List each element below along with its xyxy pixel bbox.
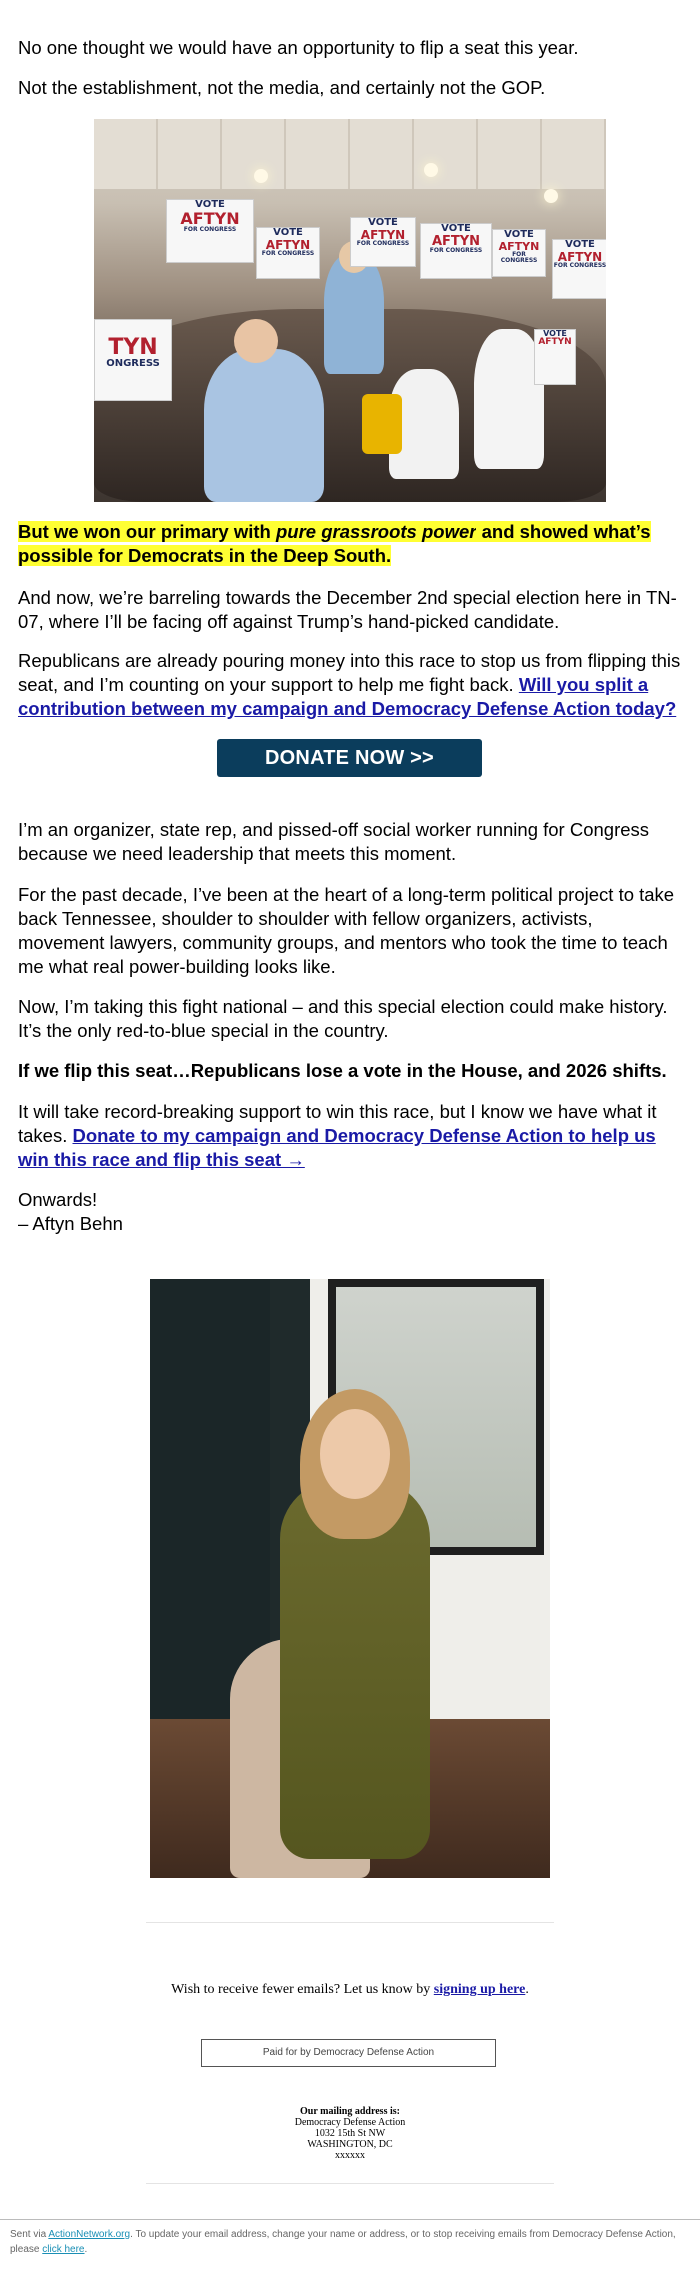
sign-sub: FOR CONGRESS — [183, 226, 237, 234]
sign-name: AFTYN — [360, 227, 406, 242]
republicans-text: Republicans are already pouring money into this race to stop us from flipping this seat, and I’m counting on your support to help me fight back. — [18, 650, 681, 695]
rally-photo — [94, 119, 606, 502]
sign-top: VOTE — [504, 229, 534, 240]
sign-name: AFTYN — [265, 237, 311, 252]
campaign-sign — [552, 239, 606, 299]
sign-top: VOTE — [195, 199, 225, 210]
sign-name-partial: TYN — [108, 335, 158, 360]
campaign-sign — [492, 229, 546, 277]
ceiling-light — [254, 169, 268, 183]
sign-sub-partial: ONGRESS — [106, 358, 160, 370]
signoff-onwards: Onwards! — [18, 1189, 98, 1210]
sign-sub: FOR CONGRESS — [261, 250, 315, 258]
mailing-city: WASHINGTON, DC — [307, 2139, 393, 2150]
campaign-sign — [350, 217, 416, 267]
sign-name: AFTYN — [431, 233, 481, 249]
highlight-part-2: and showed what’s possible for Democrats in the Deep South. — [18, 521, 651, 566]
ceiling — [94, 119, 606, 189]
paragraph-flip: If we flip this seat…Republicans lose a vote in the House, and 2026 shifts. — [18, 1060, 667, 1081]
sign-top: VOTE — [368, 217, 398, 228]
face — [320, 1409, 390, 1499]
sent-via-mid: . To update your email address, change your name or address, or to stop receiving emails from Democracy Defense Action, please — [10, 2229, 676, 2255]
sign-sub: FOR CONGRESS — [356, 240, 410, 248]
fewer-emails-line — [0, 1982, 700, 1998]
sign-top: VOTE — [273, 227, 303, 238]
sign-sub: FOR CONGRESS — [553, 262, 606, 270]
yellow-chair — [362, 394, 402, 454]
footer-divider — [146, 2183, 554, 2184]
actionnetwork-link[interactable]: ActionNetwork.org — [48, 2229, 131, 2240]
bottom-rule — [0, 2219, 700, 2220]
sign-top: VOTE — [441, 223, 471, 234]
mailing-label: Our mailing address is: — [300, 2106, 400, 2117]
signing-up-link[interactable]: signing up here — [433, 1982, 526, 1997]
record-text: It will take record-breaking support to win this race, but I know we have what it takes. — [18, 1101, 657, 1146]
split-contribution-link[interactable]: Will you split a contribution between my campaign and Democracy Defense Action today? — [18, 674, 677, 719]
ceiling-light — [544, 189, 558, 203]
donate-flip-seat-link[interactable]: Donate to my campaign and Democracy Defense Action to help us win this race and flip this seat → — [18, 1125, 656, 1170]
sign-name: AFTYN — [538, 337, 572, 348]
mailing-zip: xxxxxx — [335, 2150, 365, 2161]
signoff-name: – Aftyn Behn — [18, 1213, 123, 1234]
paragraph-republicans — [18, 649, 682, 721]
paragraph-election: And now, we’re barreling towards the December 2nd special election here in TN-07, where I’ll be facing off against Trump’s hand-picked candidate. — [18, 587, 677, 632]
sign-name: AFTYN — [557, 249, 603, 264]
intro-line-1: No one thought we would have an opportunity to flip a seat this year. — [18, 37, 579, 58]
paragraph-national: Now, I’m taking this fight national – and this special election could make history. It’s the only red-to-blue special in the country. — [18, 996, 668, 1041]
campaign-sign — [166, 199, 254, 263]
highlight-paragraph — [18, 520, 682, 568]
person-head — [234, 319, 278, 363]
paragraph-record — [18, 1100, 682, 1172]
donate-now-button[interactable]: DONATE NOW >> — [217, 739, 482, 777]
campaign-sign — [256, 227, 320, 279]
mailing-org: Democracy Defense Action — [294, 2117, 406, 2128]
fewer-emails-end: . — [525, 1982, 529, 1997]
sign-top: VOTE — [565, 239, 595, 250]
sign-top: VOTE — [543, 329, 567, 338]
ceiling-light — [424, 163, 438, 177]
fewer-emails-text: Wish to receive fewer emails? Let us know by — [171, 1982, 434, 1997]
person-seated — [204, 349, 324, 502]
portrait-photo — [150, 1279, 550, 1878]
campaign-sign-partial — [94, 319, 172, 401]
paragraph-organizer: I’m an organizer, state rep, and pissed-off social worker running for Congress because we need leadership that meets this moment. — [18, 819, 650, 864]
campaign-sign — [420, 223, 492, 279]
sign-name: AFTYN — [498, 239, 540, 253]
mailing-street: 1032 15th St NW — [314, 2128, 386, 2139]
sign-sub: FOR CONGRESS — [500, 251, 538, 265]
highlight-emphasis: pure grassroots power — [276, 521, 477, 542]
paid-for-box: Paid for by Democracy Defense Action — [201, 2039, 496, 2067]
sent-via-footer — [10, 2227, 680, 2257]
highlight-part-1: But we won our primary with — [18, 521, 276, 542]
paragraph-decade: For the past decade, I’ve been at the heart of a long-term political project to take back Tennessee, shoulder to shoulder with fellow organizers, activists, movement lawyers, community groups, and mentors who took the time to teach me what real power-building looks like. — [18, 884, 675, 977]
sent-via-end: . — [84, 2244, 88, 2255]
mailing-address — [0, 2106, 700, 2161]
sent-via-text: Sent via — [10, 2229, 49, 2240]
footer-divider — [146, 1922, 554, 1923]
sign-sub: FOR CONGRESS — [429, 247, 483, 255]
campaign-sign — [534, 329, 576, 385]
intro-line-2: Not the establishment, not the media, and certainly not the GOP. — [18, 77, 546, 98]
sign-name: AFTYN — [180, 208, 240, 228]
click-here-link[interactable]: click here — [42, 2244, 85, 2255]
